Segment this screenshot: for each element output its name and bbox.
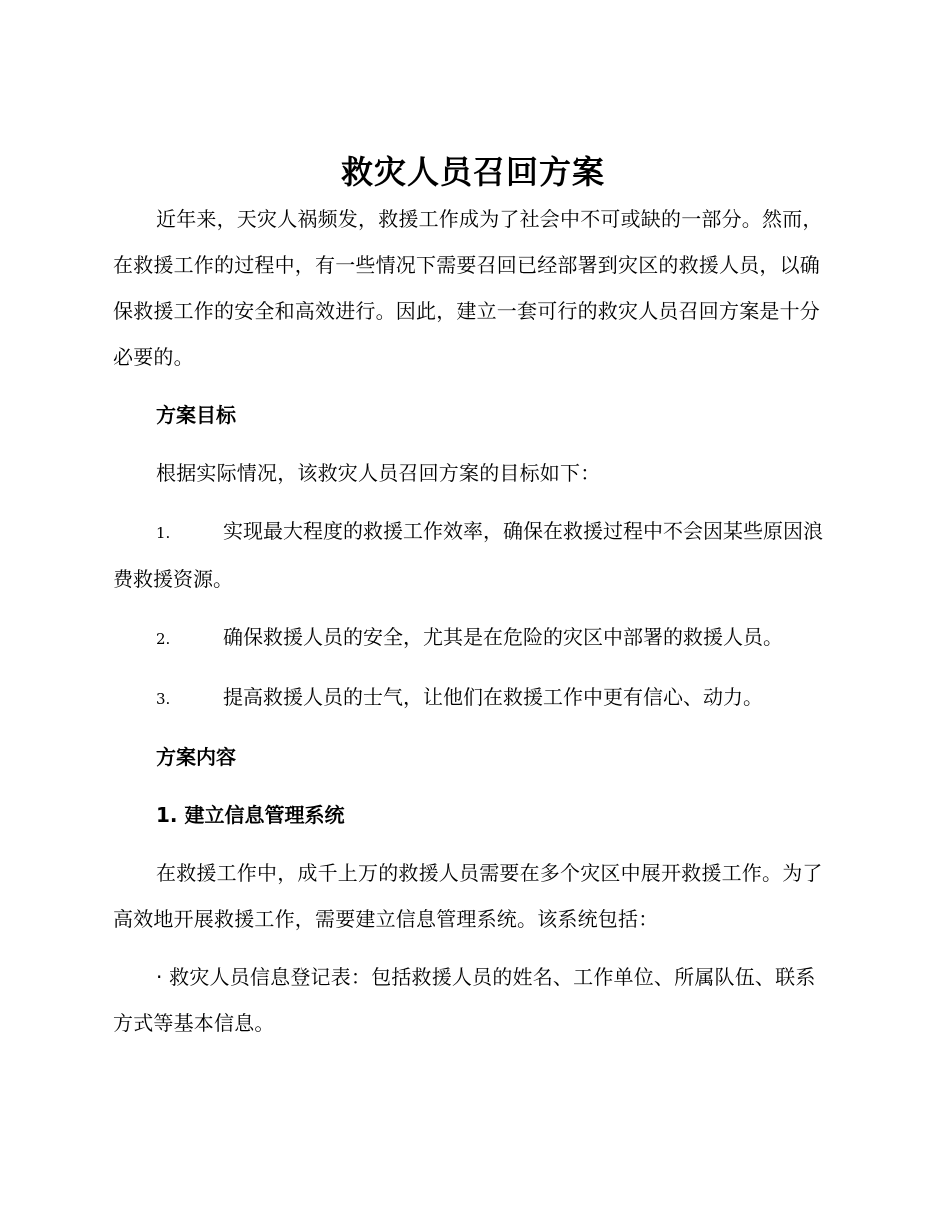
section-heading-content: 方案内容 [156,745,236,769]
section-heading-goals: 方案目标 [156,403,236,427]
bullet-registration-form: · 救灾人员信息登记表：包括救援人员的姓名、工作单位、所属队伍、联系方式等基本信息。 [113,965,816,1035]
goal-item-2 [113,614,833,662]
goal-text: 确保救援人员的安全，尤其是在危险的灾区中部署的救援人员。 [223,625,783,649]
info-system-paragraph: 在救援工作中，成千上万的救援人员需要在多个灾区中展开救援工作。为了高效地开展救援工作，需要建立信息管理系统。该系统包括： [113,861,823,931]
goal-item-1 [113,508,833,602]
document-title: 救灾人员召回方案 [340,153,605,191]
subsection-heading-info-system: 1. 建立信息管理系统 [156,803,345,827]
goal-number: 2. [156,630,171,648]
goal-item-3 [113,674,833,722]
document-body [113,150,833,1051]
goal-number: 3. [156,690,171,708]
goal-text: 提高救援人员的士气，让他们在救援工作中更有信心、动力。 [223,685,763,709]
goal-text: 实现最大程度的救援工作效率，确保在救援过程中不会因某些原因浪费救援资源。 [113,519,823,591]
goals-lead-paragraph: 根据实际情况，该救灾人员召回方案的目标如下： [156,461,601,485]
intro-paragraph: 近年来，天灾人祸频发，救援工作成为了社会中不可或缺的一部分。然而，在救援工作的过程中，有一些情况下需要召回已经部署到灾区的救援人员，以确保救援工作的安全和高效进行。因此，建立一套可行的救灾人员召回方案是十分必要的。 [113,207,823,369]
goal-number: 1. [156,524,171,542]
